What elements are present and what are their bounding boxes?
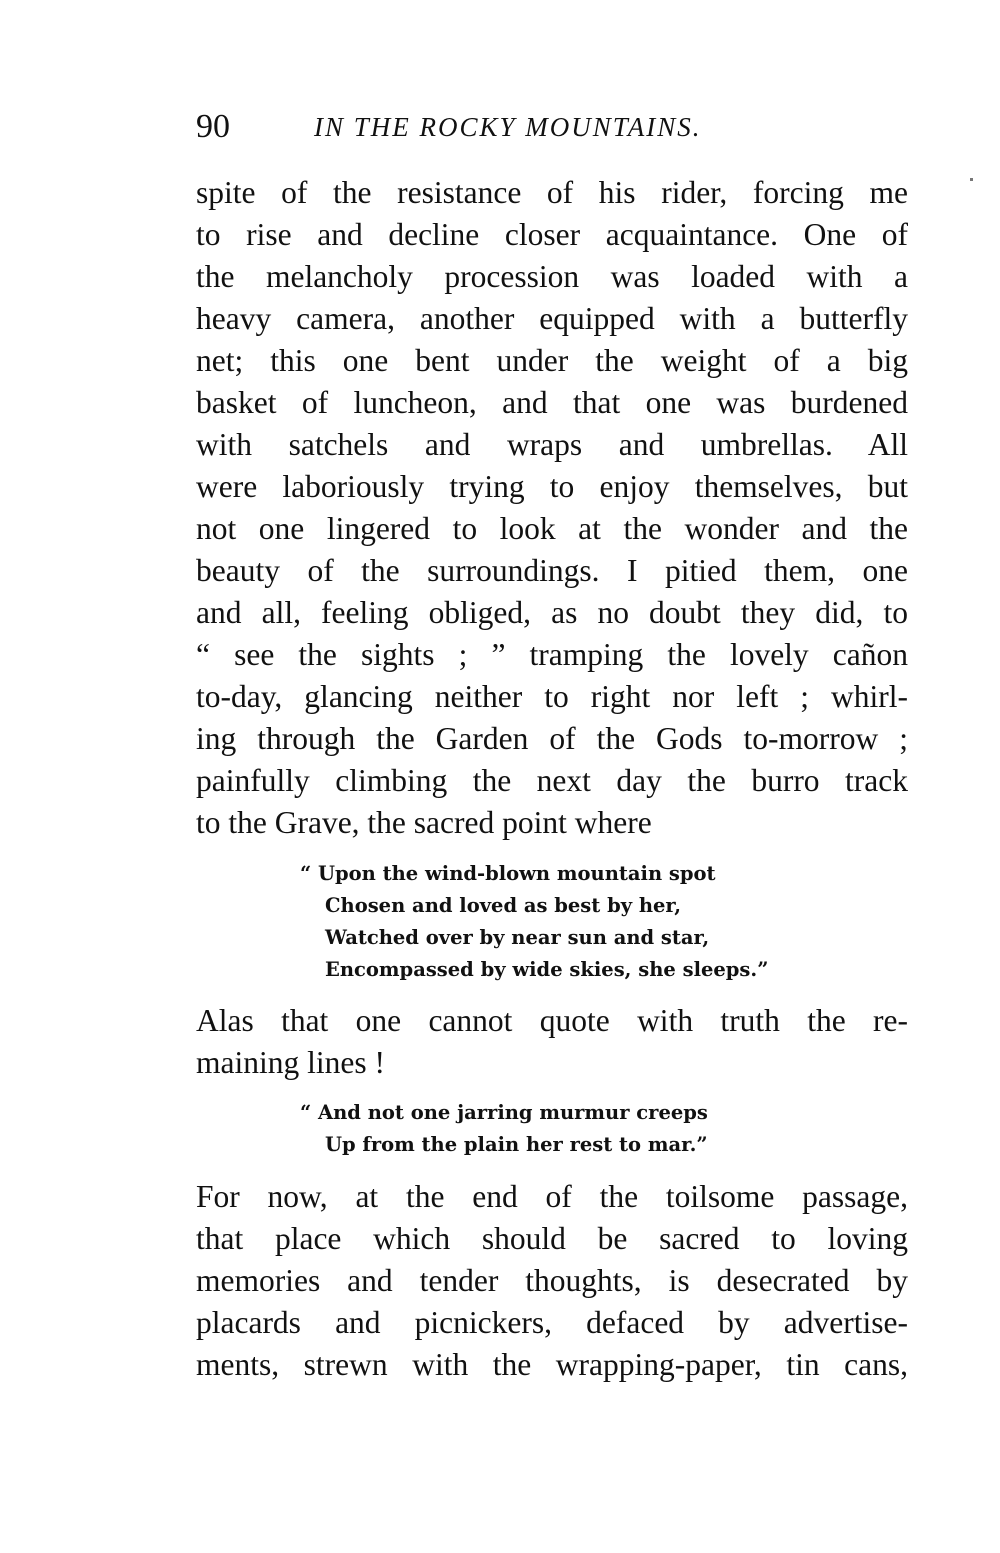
verse-line: “ Upon the wind-blown mountain spot <box>300 862 716 885</box>
text-line: to-day, glancing neither to right nor left ; whirl- <box>196 679 908 714</box>
text-line: Alas that one cannot quote with truth the re- <box>196 1003 908 1038</box>
text-line: to the Grave, the sacred point where <box>196 805 652 840</box>
text-line: spite of the resistance of his rider, forcing me <box>196 175 908 210</box>
text-line: painfully climbing the next day the burro track <box>196 763 908 798</box>
running-title: IN THE ROCKY MOUNTAINS. <box>314 112 702 142</box>
text-line: with satchels and wraps and umbrellas. All <box>196 427 908 462</box>
page-number: 90 <box>196 108 230 145</box>
text-line: basket of luncheon, and that one was burdened <box>196 385 908 420</box>
text-line: were laboriously trying to enjoy themselves, but <box>196 469 908 504</box>
text-line: memories and tender thoughts, is desecrated by <box>196 1263 908 1298</box>
text-line: to rise and decline closer acquaintance. One of <box>196 217 908 252</box>
text-line: heavy camera, another equipped with a butterfly <box>196 301 908 336</box>
text-line: not one lingered to look at the wonder and the <box>196 511 908 546</box>
text-line: and all, feeling obliged, as no doubt they did, to <box>196 595 908 630</box>
text-line: For now, at the end of the toilsome passage, <box>196 1179 908 1214</box>
scan-speck <box>970 178 973 181</box>
page-header <box>196 108 916 152</box>
text-line: that place which should be sacred to loving <box>196 1221 908 1256</box>
verse-line: Encompassed by wide skies, she sleeps.” <box>325 958 769 981</box>
verse-line: Up from the plain her rest to mar.” <box>325 1133 708 1156</box>
text-line: “ see the sights ; ” tramping the lovely cañon <box>196 637 908 672</box>
verse-line: Chosen and loved as best by her, <box>325 894 682 917</box>
verse-line: Watched over by near sun and star, <box>325 926 710 949</box>
verse-line: “ And not one jarring murmur creeps <box>300 1101 708 1124</box>
text-line: maining lines ! <box>196 1045 385 1080</box>
text-line: ing through the Garden of the Gods to-morrow ; <box>196 721 908 756</box>
text-line: beauty of the surroundings. I pitied them, one <box>196 553 908 588</box>
text-line: placards and picnickers, defaced by advertise- <box>196 1305 908 1340</box>
text-line: ments, strewn with the wrapping-paper, tin cans, <box>196 1347 908 1382</box>
text-line: net; this one bent under the weight of a big <box>196 343 908 378</box>
text-line: the melancholy procession was loaded with a <box>196 259 908 294</box>
